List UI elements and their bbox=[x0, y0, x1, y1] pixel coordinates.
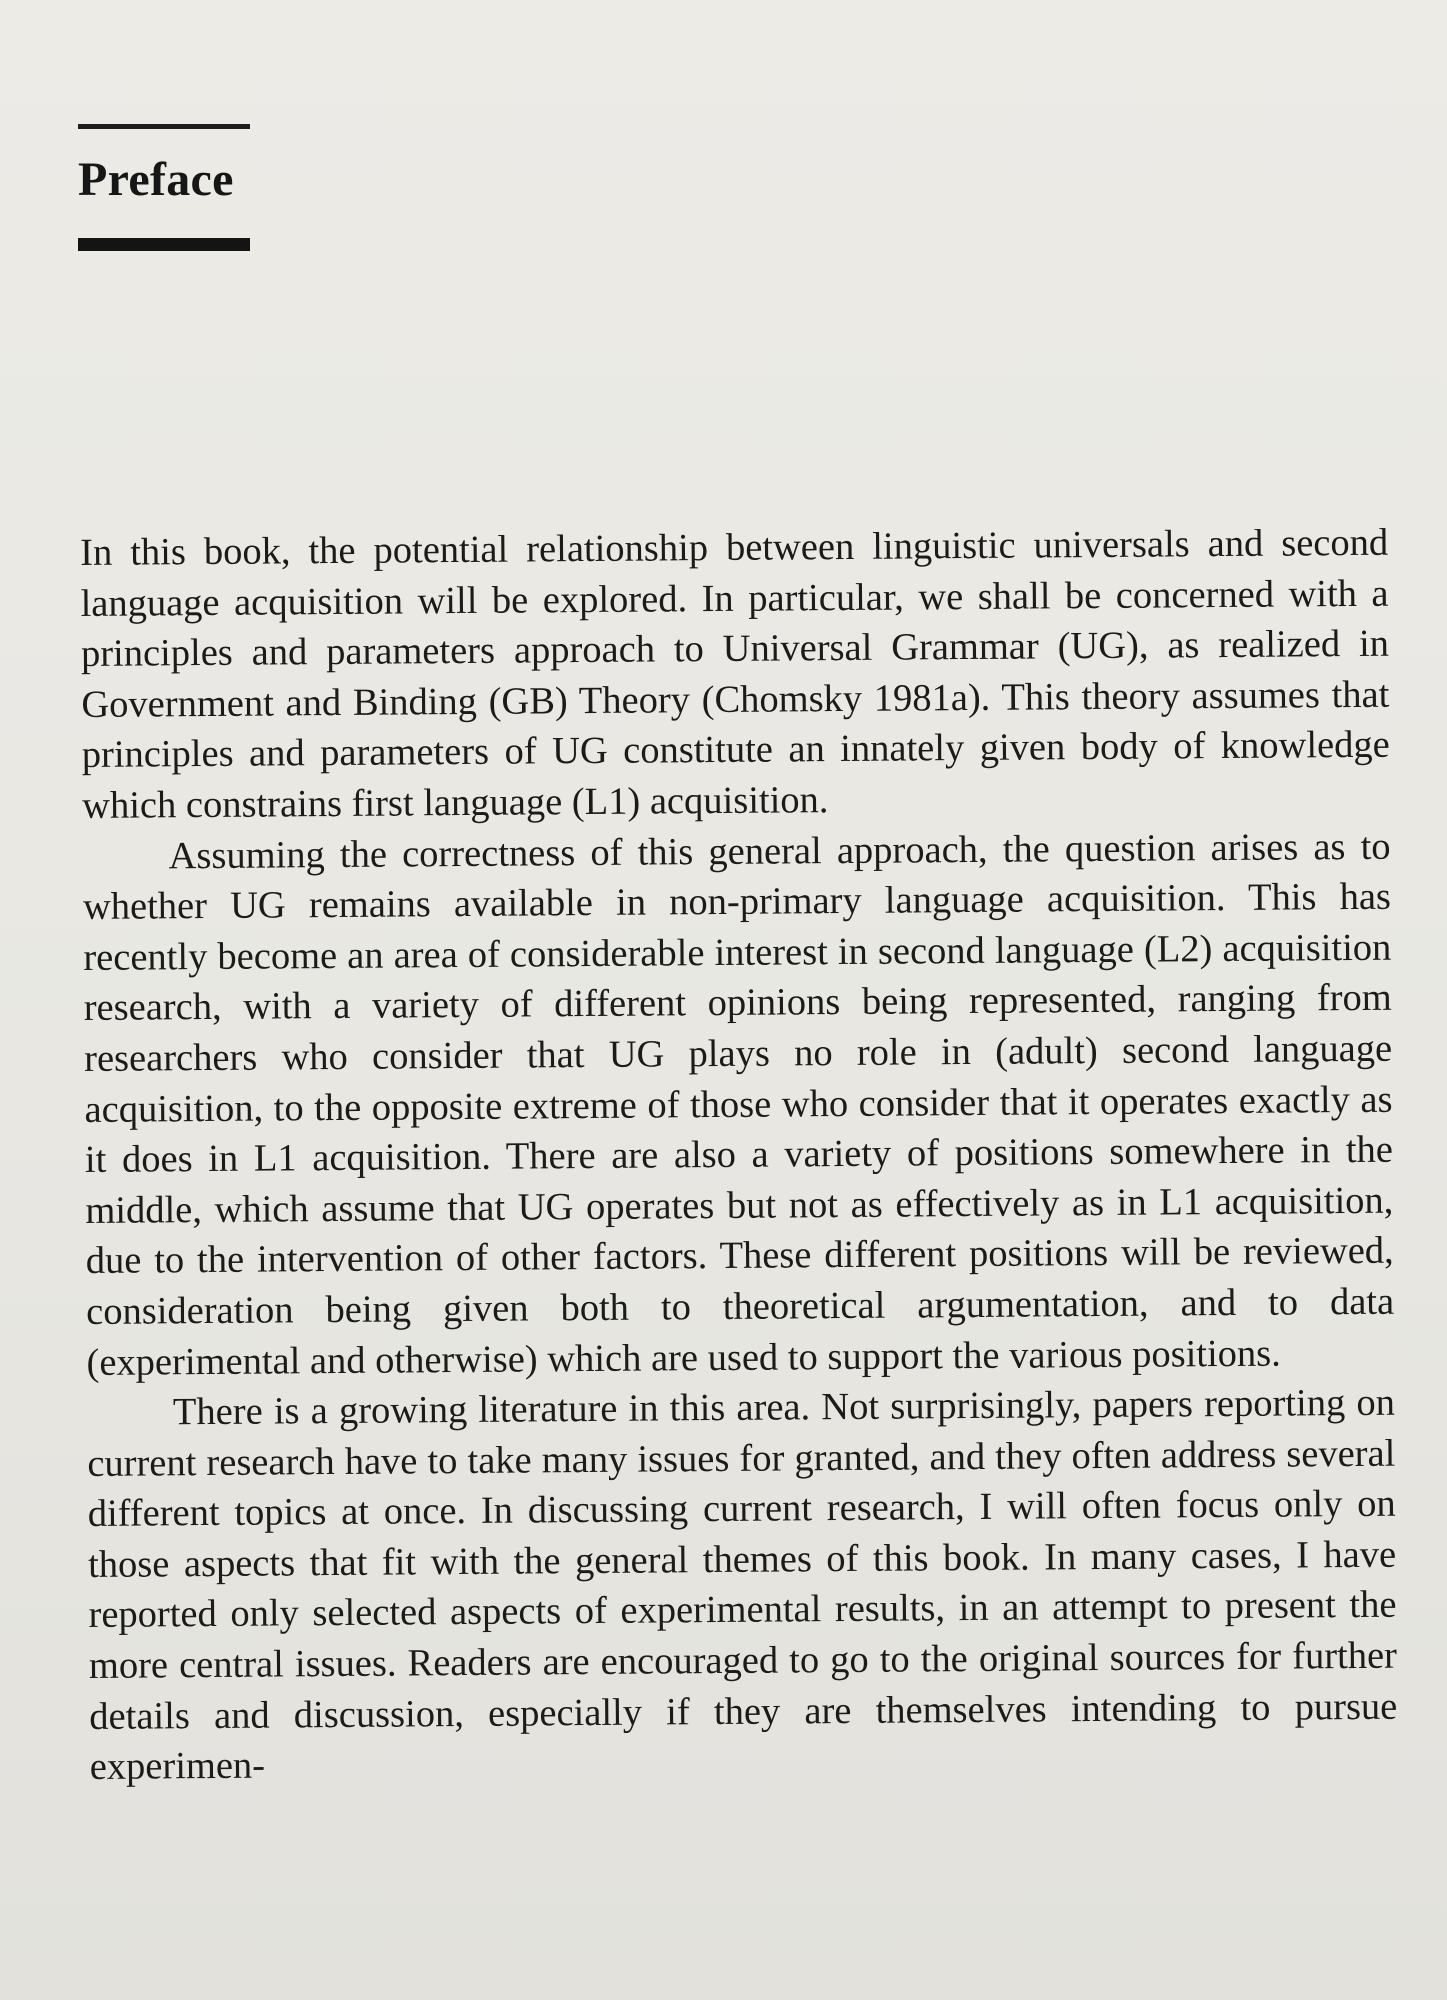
paragraph-1: In this book, the potential relationship between linguistic universals and second language acquisition will be explored. In particular, we shall be concerned with a principles and parameters approach to Universal Grammar (UG), as realized in Government and Binding (GB) Theory (Chomsky 1981a). This theory assumes that principles and parameters of UG constitute an innately given body of knowledge which constrains first language (L1) acquisition. bbox=[80, 521, 1390, 827]
page-title: Preface bbox=[78, 153, 234, 206]
heading-top-rule bbox=[78, 124, 250, 129]
paragraph-2: Assuming the correctness of this general approach, the question arises as to whether UG remains available in non-primary language acquisition. This has recently become an area of considerable interest in second language (L2) acquisition research, with a variety of different opinions being represented, ranging from researchers who consider that UG plays no role in (adult) second language acquisition, to the opposite extreme of those who consider that it operates exactly as it does in L1 acquisition. There are also a variety of positions somewhere in the middle, which assume that UG operates but not as effectively as in L1 acquisition, due to the intervention of other factors. These different positions will be reviewed, consideration being given both to theoretical argumentation, and to data (experimental and otherwise) which are used to support the various positions. bbox=[82, 825, 1395, 1384]
body-text bbox=[80, 518, 1398, 1793]
heading-bottom-rule bbox=[78, 238, 250, 251]
paragraph-3: There is a growing literature in this area. Not surprisingly, papers reporting on current research have to take many issues for granted, and they often address several different topics at once. In discussing current research, I will often focus only on those aspects that fit with the general themes of this book. In many cases, I have reported only selected aspects of experimental results, in an attempt to present the more central issues. Readers are encouraged to go to the original sources for further details and discussion, especially if they are themselves intending to pursue experimen- bbox=[87, 1381, 1398, 1789]
